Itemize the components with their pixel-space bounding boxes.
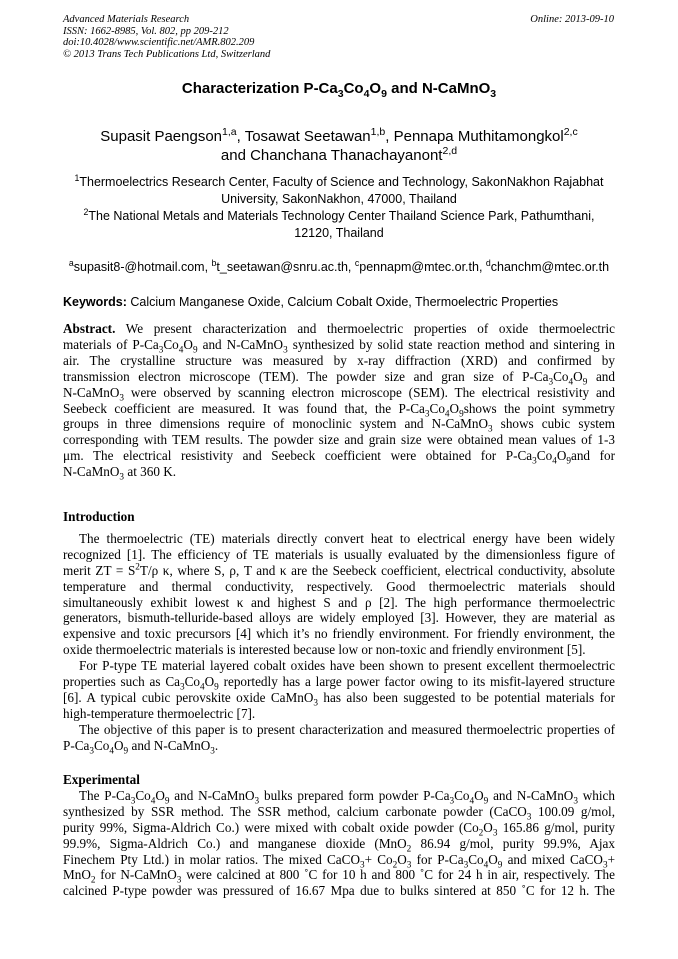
author-name: Chanchana Thanachayanont: [250, 147, 443, 164]
affiliation-2: $^2$The National Metals and Materials Technology Center Thailand Science Park, Pathumthani, 12120, Thailand: [83, 206, 595, 240]
email-link[interactable]: pennapm@mtec.or.th: [359, 260, 479, 274]
online-date: Online: 2013-09-10: [530, 14, 614, 25]
email-link[interactable]: supasit8-@hotmail.com: [73, 260, 205, 274]
copyright: © 2013 Trans Tech Publications Ltd, Switzerland: [63, 48, 271, 60]
author-emails: $^a$supasit8-@hotmail.com, $^b$t_seetawan@snru.ac.th, $^c$pennapm@mtec.or.th, $^d$chanchm@mtec.or.th: [68, 257, 610, 274]
email-link[interactable]: chanchm@mtec.or.th: [490, 260, 610, 274]
introduction-section: Introduction The thermoelectric (TE) materials directly convert heat to electrical energy have been widely recognized [1]. The efficiency of TE materials is usually evaluated by the dimensionless figure of merit ZT = $S^2T/\rho$ κ, where S, ρ, T and κ are the Seebeck coefficient, electrical conductivity, absolute temperature and thermal conductivity, respectively. Good thermoelectric materials should simultaneously exhibit lowest κ and highest S and ρ [2]. The high performance thermoelectric generators, bismuth-telluride-based alloys are widely employed [3]. However, they are material as expensive and toxic precursors [4] which it’s no friendly environment. For friendly environment, the oxide thermoelectric materials is interested because low or non-toxic and friendly environment [5]. For P-type TE material layered cobalt oxides have been shown to present excellent thermoelectric properties such as $Ca_3Co_4O_9$ reportedly has a large power factor owing to its misfit-layered structure [6]. A typical cubic perovskite oxide CaMnO$_3$ has also been suggested to be potential materials for high-temperature thermoelectric [7]. The objective of this paper is to present characterization and measured thermoelectric properties of $P-Ca_3Co_4O_9$ and N-CaMnO$_3$.: [63, 509, 615, 756]
doi: doi:10.4028/www.scientific.net/AMR.802.209: [63, 37, 255, 48]
author-list: Supasit Paengson$^{1,a}$, Tosawat Seetawan$^{1,b}$, Pennapa Muthitamongkol$^{2,c}$ and Chanchana Thanachayanont$^{2,d}$: [100, 126, 578, 164]
journal-name: Advanced Materials Research: [63, 14, 190, 25]
keywords: [63, 295, 615, 309]
experimental-section: Experimental The $P-Ca_3Co_4O_9$ and N-CaMnO$_3$ bulks prepared form powder $P-Ca_3Co_4O_9$ and N-CaMnO$_3$ which synthesized by SSR method. The SSR method, calcium carbonate powder (CaCO$_3$ 100.09 g/mol, purity 99%, Sigma-Aldrich Co.) were mixed with cobalt oxide powder ($Co_2O_3$ 165.86 g/mol, purity 99.9%, Sigma-Aldrich Co.) and manganese dioxide (MnO$_2$ 86.94 g/mol, purity 99.9%, Ajax Finechem Pty Ltd.) in molar ratios. The mixed CaCO$_3$+ $Co_2O_3$ for $P-Ca_3Co_4O_9$ and mixed CaCO$_3$+ MnO$_2$ for N-CaMnO$_3$ were calcined at 800 ˚C for 10 h and 800 ˚C for 24 h in air, respectively. The calcined P-type powder was pressured of 16.67 Mpa due to bulks sintered at 850 ˚C for 12 h. The: [63, 772, 615, 899]
author-name: Tosawat Seetawan: [244, 128, 371, 145]
keywords-text: Calcium Manganese Oxide, Calcium Cobalt Oxide, Thermoelectric Properties: [130, 295, 559, 309]
author-sup: 2,d: [442, 145, 458, 157]
paper-title: Characterization $P-Ca_3Co_4O_9$ and N-CaMnO$_3$: [181, 80, 497, 100]
section-heading: Experimental: [63, 772, 140, 787]
journal-header: [63, 14, 270, 60]
issn: ISSN: 1662-8985, Vol. 802, pp 209-212: [63, 25, 229, 37]
author-sup: 2,c: [563, 126, 578, 138]
abstract-label: Abstract.: [63, 321, 116, 336]
keywords-label: Keywords:: [63, 295, 127, 309]
author-sup: 1,a: [222, 126, 237, 138]
affiliation-1: $^1$Thermoelectrics Research Center, Faculty of Science and Technology, SakonNakhon Rajabhat University, SakonNakhon, 47000, Thailand: [74, 172, 604, 206]
author-name: Pennapa Muthitamongkol: [393, 128, 564, 145]
author-sup: 1,b: [370, 126, 386, 138]
author-name: Supasit Paengson: [100, 128, 223, 145]
section-heading: Introduction: [63, 509, 135, 524]
email-link[interactable]: t_seetawan@snru.ac.th: [216, 260, 348, 274]
abstract: Abstract. We present characterization and thermoelectric properties of oxide thermoelectric materials of $P-Ca_3Co_4O_9$ and N-CaMnO$_3$ synthesized by solid state reaction method and sintering in air. The crystalline structure was measured by x-ray diffraction (XRD) and confirmed by transmission electron microscope (TEM). The powder size and gran size of $P-Ca_3Co_4O_9$ and N-CaMnO$_3$ were observed by scanning electron microscope (SEM). The electrical resistivity and Seebeck coefficient are measured. It was found that, the $P-Ca_3Co_4O_9shows$ the point symmetry groups in three dimensions require of monoclinic system and N-CaMnO$_3$ shows cubic system corresponding with TEM results. The powder size and grain size were obtained mean values of 1-3 μm. The electrical resistivity and Seebeck coefficient were obtained for $P-Ca_3Co_4O_9and$ for N-CaMnO$_3$ at 360 K.: [63, 321, 615, 482]
